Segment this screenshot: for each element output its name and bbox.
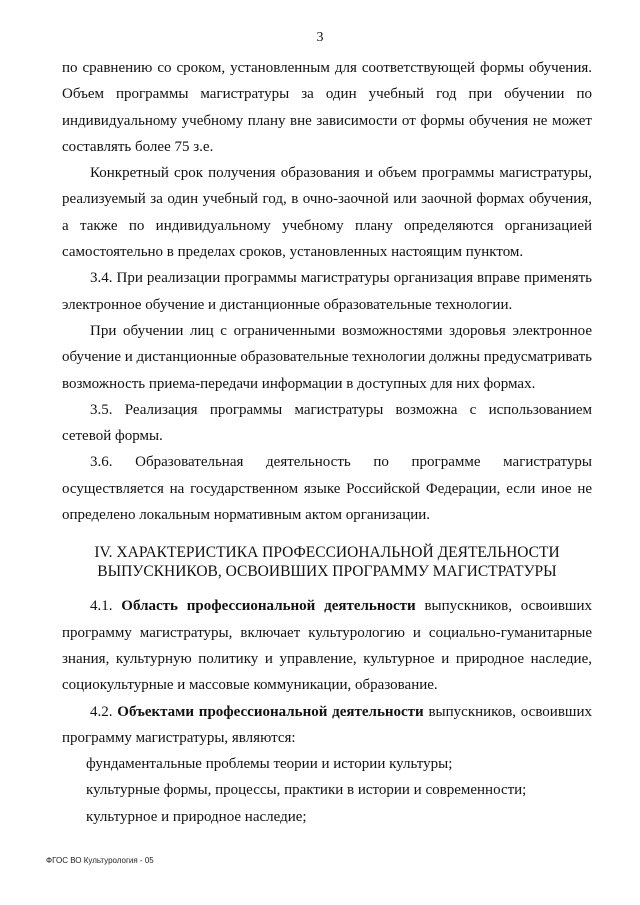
clause-number: 4.2. xyxy=(90,703,118,720)
list-item: культурные формы, процессы, практики в истории и современности; xyxy=(86,782,527,799)
paragraph-3-4: 3.4. При реализации программы магистратуры организация вправе применять электронное обучение и дистанционные образовательные технологии. xyxy=(62,270,592,313)
clause-text: выпускников, освоивших программу магистратуры, являются: xyxy=(62,703,592,746)
footer-label: ФГОС ВО Культурология - 05 xyxy=(46,856,154,865)
bold-term: Объектами профессиональной деятельности xyxy=(117,703,424,720)
paragraph-disabilities: При обучении лиц с ограниченными возможностями здоровья электронное обучение и дистанционные образовательные технологии должны предусматривать возможность приема-передачи информации в доступных для них формах. xyxy=(62,322,592,392)
page-number: 3 xyxy=(316,30,324,45)
document-body xyxy=(62,55,592,830)
bold-term: Область профессиональной деятельности xyxy=(121,598,416,615)
paragraph-4-2 xyxy=(62,699,592,752)
clause-number: 4.1. xyxy=(90,598,122,615)
section-heading-line2: ВЫПУСКНИКОВ, ОСВОИВШИХ ПРОГРАММУ МАГИСТРАТУРЫ xyxy=(97,563,557,581)
paragraph-term-volume: Конкретный срок получения образования и объем программы магистратуры, реализуемый за один учебный год, в очно-заочной или заочной формах обучения, а также по индивидуальному учебному плану определяются организацией самостоятельно в пределах сроков, установленных настоящим пунктом. xyxy=(62,165,592,261)
section-heading xyxy=(62,543,592,581)
list-item: фундаментальные проблемы теории и истории культуры; xyxy=(86,756,453,773)
paragraph-3-6: 3.6. Образовательная деятельность по программе магистратуры осуществляется на государственном языке Российской Федерации, если иное не определено локальным нормативным актом организации. xyxy=(62,454,592,524)
paragraph-3-5: 3.5. Реализация программы магистратуры возможна с использованием сетевой формы. xyxy=(62,401,592,445)
list-item: культурное и природное наследие; xyxy=(86,808,307,825)
paragraph-4-1 xyxy=(62,593,592,698)
section-heading-line1: IV. ХАРАКТЕРИСТИКА ПРОФЕССИОНАЛЬНОЙ ДЕЯТЕЛЬНОСТИ xyxy=(94,544,560,562)
paragraph-continuation: по сравнению со сроком, установленным для соответствующей формы обучения. Объем программы магистратуры за один учебный год при обучении по индивидуальному учебному плану вне зависимости от формы обучения не может составлять более 75 з.е. xyxy=(62,60,592,155)
clause-text: выпускников, освоивших программу магистратуры, включает культурологию и социально-гуманитарные знания, культурную политику и управление, культурное и природное наследие, социокультурные и массовые коммуникации, образование. xyxy=(62,598,592,694)
